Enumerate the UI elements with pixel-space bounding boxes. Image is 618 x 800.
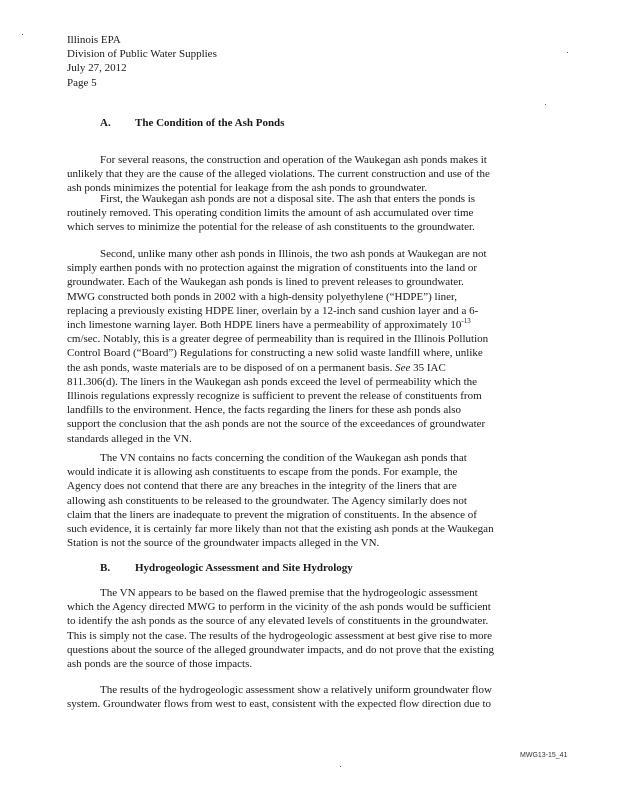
text-line: Second, unlike many other ash ponds in Illinois, the two ash ponds at Waukegan are not (100, 248, 487, 260)
text-line: routinely removed. This operating condition limits the amount of ash accumulated over time (67, 207, 474, 220)
text-line: questions about the source of the alleged groundwater impacts, and do not prove that the existing (67, 643, 495, 656)
section-a-title: The Condition of the Ash Ponds (135, 117, 285, 129)
text-line: would indicate it is allowing ash constituents to escape from the ponds. For example, the (67, 466, 458, 479)
text-line: The results of the hydrogeologic assessment show a relatively uniform groundwater flow (100, 684, 492, 696)
text-line: 811.306(d). The liners in the Waukegan ash ponds exceed the level of permeability which the (67, 375, 478, 388)
text-line: Station is not the source of the groundwater impacts alleged in the VN. (67, 537, 380, 550)
text-line: The VN contains no facts concerning the condition of the Waukegan ash ponds that (100, 452, 467, 464)
text-line: which serves to minimize the potential for the release of ash constituents to the groundwater. (67, 221, 475, 234)
paragraph-3 (67, 247, 597, 446)
text-line: such evidence, it is certainly far more likely than not that the existing ash ponds at the Waukegan (67, 523, 494, 536)
citation-signal: See (395, 361, 411, 374)
recipient-division: Division of Public Water Supplies (67, 48, 217, 61)
paragraph-1 (67, 153, 597, 196)
section-a-number: A. (100, 117, 111, 129)
letterhead (67, 33, 597, 90)
letter-date: July 27, 2012 (67, 62, 127, 75)
text-line: cm/sec. Notably, this is a greater degree of permeability than is required in the Illinois Pollution (67, 333, 489, 346)
text-line: First, the Waukegan ash ponds are not a disposal site. The ash that enters the ponds is (100, 193, 476, 205)
text-line: landfills to the environment. Hence, the facts regarding the liners for these ash ponds also (67, 404, 462, 417)
paragraph-4 (67, 451, 597, 550)
scan-speck (567, 52, 568, 53)
text-segment: the ash ponds, waste materials are to be disposed of on a permanent basis. (67, 361, 396, 374)
text-line: Illinois regulations expressly recognize is sufficient to prevent the release of constituents from (67, 390, 482, 403)
text-line: system. Groundwater flows from west to east, consistent with the expected flow direction due to (67, 698, 492, 711)
scan-speck (545, 104, 546, 105)
scan-speck (340, 766, 341, 767)
text-line: MWG constructed both ponds in 2002 with a high-density polyethylene (“HDPE”) liner, (67, 290, 457, 303)
section-b-number: B. (100, 562, 111, 574)
scan-speck (22, 34, 23, 35)
text-line: standards alleged in the VN. (67, 432, 192, 445)
text-line (67, 318, 597, 332)
section-a-heading (67, 116, 597, 130)
text-line: unlikely that they are the cause of the alleged violations. The current construction and use of the (67, 168, 490, 181)
text-line: to identify the ash ponds as the source of any elevated levels of constituents in the groundwater. (67, 615, 489, 628)
paragraph-2 (67, 192, 597, 235)
text-line: allowing ash constituents to be released to the groundwater. The Agency similarly does not (67, 494, 467, 507)
bates-number: MWG13-15_41 (520, 752, 568, 759)
text-line: groundwater. Each of the Waukegan ash ponds is lined to prevent releases to groundwater. (67, 276, 464, 289)
text-line: ash ponds minimizes the potential for leakage from the ash ponds to groundwater. (67, 182, 428, 195)
text-line: ash ponds are the source of those impacts. (67, 658, 253, 671)
text-segment: 35 IAC (410, 361, 446, 374)
text-line: claim that the liners are inadequate to prevent the migration of constituents. In the absence of (67, 508, 477, 521)
text-line: The VN appears to be based on the flawed premise that the hydrogeologic assessment (100, 587, 478, 599)
text-line: support the conclusion that the ash ponds are not the source of the exceedances of groundwater (67, 418, 486, 431)
text-line: Control Board (“Board”) Regulations for constructing a new solid waste landfill where, unlike (67, 347, 483, 360)
text-line: simply earthen ponds with no protection against the migration of constituents into the land or (67, 262, 477, 275)
text-segment: inch limestone warning layer. Both HDPE liners have a permeability of approximately 10 (67, 319, 462, 332)
exponent: -13 (461, 317, 471, 326)
text-line: which the Agency directed MWG to perform in the vicinity of the ash ponds would be sufficient (67, 601, 491, 614)
section-b-heading (67, 561, 597, 575)
text-line (67, 361, 597, 375)
recipient-agency: Illinois EPA (67, 34, 121, 46)
paragraph-6 (67, 683, 597, 711)
page-number: Page 5 (67, 76, 97, 89)
section-b-title: Hydrogeologic Assessment and Site Hydrology (135, 562, 353, 574)
text-line: Agency does not contend that there are any breaches in the integrity of the liners that are (67, 480, 457, 493)
text-line: For several reasons, the construction and operation of the Waukegan ash ponds makes it (100, 154, 487, 166)
paragraph-5 (67, 586, 597, 671)
text-line: This is simply not the case. The results of the hydrogeologic assessment at best give rise to more (67, 629, 493, 642)
text-line: replacing a previously existing HDPE liner, overlain by a 12-inch sand cushion layer and a 6- (67, 304, 479, 317)
